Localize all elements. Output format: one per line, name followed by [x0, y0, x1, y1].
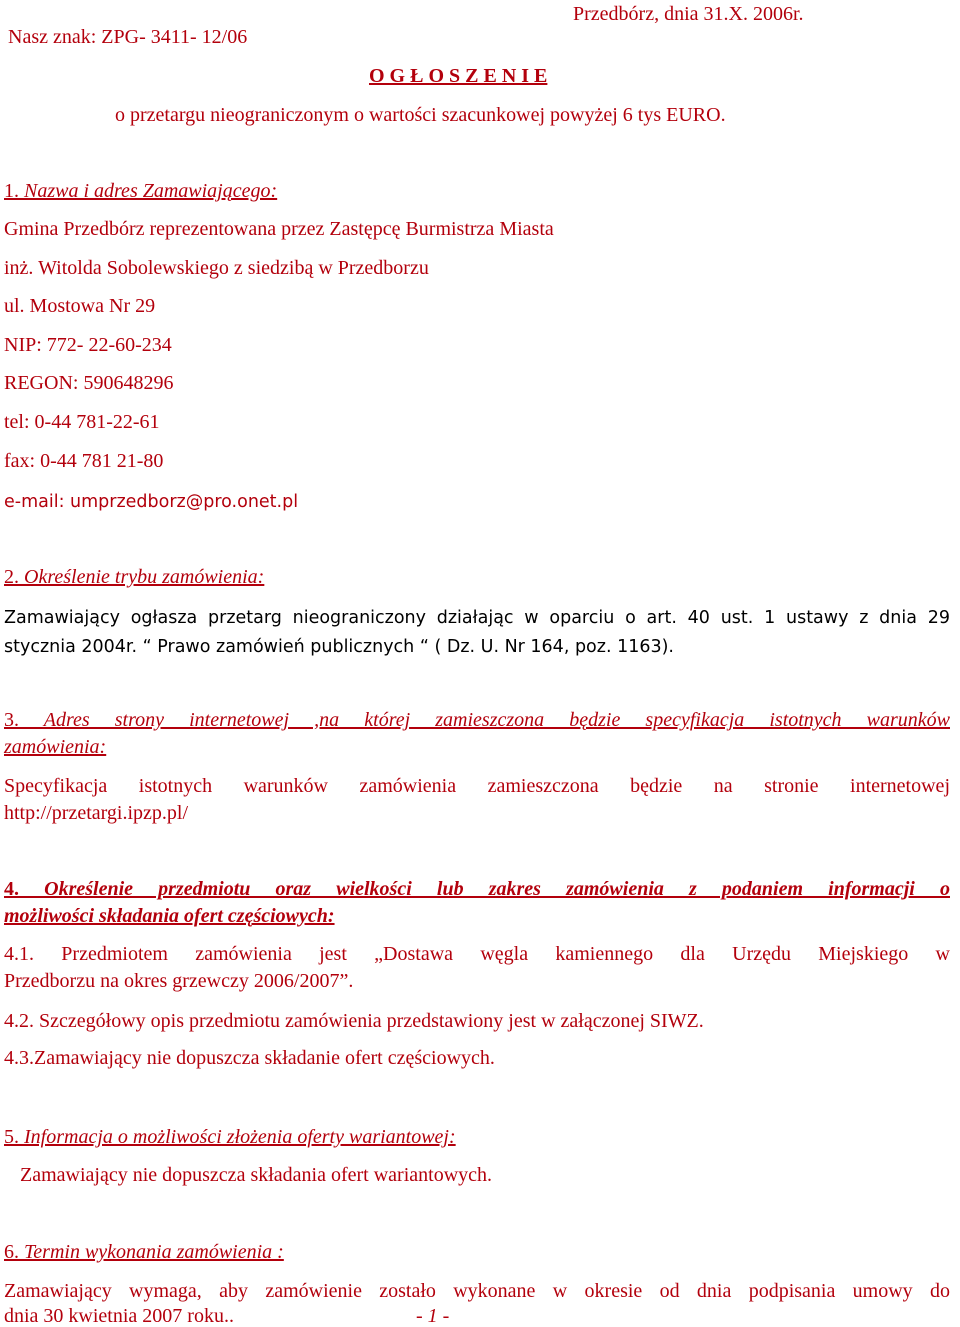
section-3-number: 3.	[4, 709, 19, 731]
place-and-date: Przedbórz, dnia 31.X. 2006r.	[573, 3, 804, 25]
section-1-heading-text: Nazwa i adres Zamawiającego:	[19, 180, 278, 202]
section-4-item-2: 4.2. Szczegółowy opis przedmiotu zamówienia przedstawiony jest w załączonej SIWZ.	[4, 1010, 704, 1032]
section-1-line: Gmina Przedbórz reprezentowana przez Zastępcę Burmistrza Miasta	[4, 218, 554, 240]
section-1-line: inż. Witolda Sobolewskiego z siedzibą w Przedborzu	[4, 257, 429, 279]
section-5-heading	[4, 1126, 456, 1148]
section-2-line: Zamawiający ogłasza przetarg nieograniczony działając w oparciu o art. 40 ust. 1 ustawy z dnia 29	[4, 608, 950, 628]
section-1-number: 1.	[4, 180, 19, 202]
page-number: - 1 -	[416, 1305, 450, 1327]
section-3-line: Specyfikacja istotnych warunków zamówienia zamieszczona będzie na stronie internetowej	[4, 775, 950, 797]
section-5-line: Zamawiający nie dopuszcza składania ofert wariantowych.	[20, 1164, 493, 1186]
section-1-line: tel: 0-44 781-22-61	[4, 411, 160, 433]
reference-number: Nasz znak: ZPG- 3411- 12/06	[8, 26, 248, 48]
section-3-heading	[4, 709, 950, 731]
section-1-line: NIP: 772- 22-60-234	[4, 334, 172, 356]
section-4-heading-text: Określenie przedmiotu oraz wielkości lub zakres zamówienia z podaniem informacji o	[19, 878, 950, 900]
document-title: O G Ł O S Z E N I E	[369, 65, 548, 87]
section-1-email: e-mail: umprzedborz@pro.onet.pl	[4, 492, 299, 512]
section-5-heading-text: Informacja o możliwości złożenia oferty wariantowej:	[19, 1126, 456, 1148]
section-2-line: stycznia 2004r. “ Prawo zamówień publicznych “ ( Dz. U. Nr 164, poz. 1163).	[4, 637, 674, 657]
section-1-heading	[4, 180, 277, 202]
section-6-heading-text: Termin wykonania zamówienia :	[19, 1241, 284, 1263]
section-1-line: REGON: 590648296	[4, 372, 174, 394]
section-4-item-1: 4.1. Przedmiotem zamówienia jest „Dostawa węgla kamiennego dla Urzędu Miejskiego w	[4, 943, 950, 965]
section-2-number: 2.	[4, 566, 19, 588]
section-4-number: 4.	[4, 878, 19, 900]
section-3-url: http://przetargi.ipzp.pl/	[4, 802, 189, 824]
section-4-item-3: 4.3.Zamawiający nie dopuszcza składanie ofert częściowych.	[4, 1047, 495, 1069]
section-5-number: 5.	[4, 1126, 19, 1148]
section-4-heading-continued: możliwości składania ofert częściowych:	[4, 905, 335, 927]
section-1-line: ul. Mostowa Nr 29	[4, 295, 156, 317]
section-1-line: fax: 0-44 781 21-80	[4, 450, 164, 472]
section-3-heading-continued: zamówienia:	[4, 736, 107, 758]
section-6-line: Zamawiający wymaga, aby zamówienie zostało wykonane w okresie od dnia podpisania umowy do	[4, 1280, 950, 1302]
section-2-heading-text: Określenie trybu zamówienia:	[19, 566, 265, 588]
section-6-line-continued: dnia 30 kwietnia 2007 roku..	[4, 1305, 234, 1327]
section-4-heading	[4, 878, 950, 900]
section-4-item-1-continued: Przedborzu na okres grzewczy 2006/2007”.	[4, 970, 354, 992]
document-subtitle: o przetargu nieograniczonym o wartości szacunkowej powyżej 6 tys EURO.	[115, 104, 726, 126]
section-6-number: 6.	[4, 1241, 19, 1263]
section-2-heading	[4, 566, 264, 588]
section-6-heading	[4, 1241, 284, 1263]
section-3-heading-text: Adres strony internetowej ,na której zamieszczona będzie specyfikacja istotnych warunków	[19, 709, 950, 731]
